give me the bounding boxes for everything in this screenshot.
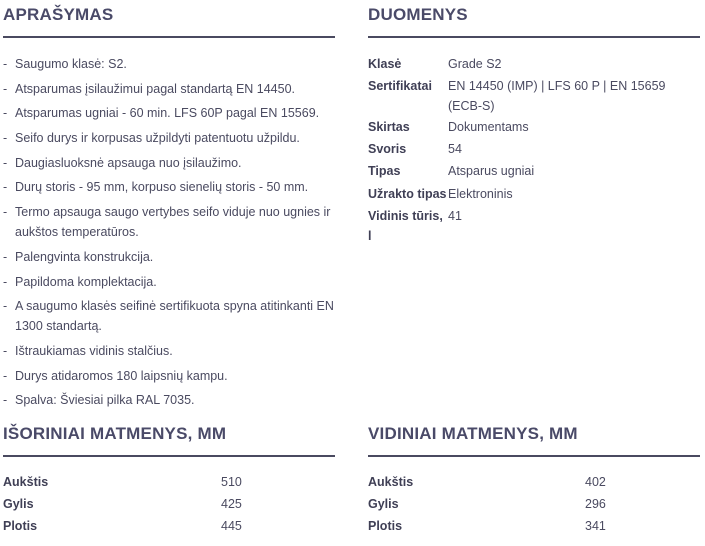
- spec-label: Klasė: [368, 57, 402, 71]
- list-item: - A saugumo klasės seifinė sertifikuota spyna atitinkanti EN 1300 standartą.: [3, 296, 335, 336]
- spec-value: Atsparus ugniai: [448, 164, 535, 178]
- description-divider: [3, 36, 335, 38]
- specs-heading: DUOMENYS: [368, 5, 468, 24]
- list-item: - Palengvinta konstrukcija.: [3, 247, 335, 267]
- spec-label: Skirtas: [368, 120, 410, 134]
- spec-value: Elektroninis: [448, 187, 513, 201]
- outer-dimensions-divider: [3, 455, 335, 457]
- specs-section: [368, 4, 700, 243]
- description-heading: APRAŠYMAS: [3, 5, 114, 24]
- spec-label: Užrakto tipas: [368, 187, 447, 201]
- outer-dimensions-heading: IŠORINIAI MATMENYS, MM: [3, 424, 227, 443]
- list-item: - Termo apsauga saugo vertybes seifo viduje nuo ugnies ir aukštos temperatūros.: [3, 202, 335, 242]
- list-item: - Daugiasluoksnė apsauga nuo įsilaužimo.: [3, 153, 335, 173]
- spec-label: Tipas: [368, 164, 401, 178]
- list-item: - Ištraukiamas vidinis stalčius.: [3, 341, 335, 361]
- inner-dimensions-section: [368, 423, 700, 533]
- spec-value: Dokumentams: [448, 120, 529, 134]
- spec-value: 41: [448, 209, 462, 223]
- spec-value: Grade S2: [448, 57, 502, 71]
- list-item: - Durys atidaromos 180 laipsnių kampu.: [3, 366, 335, 386]
- list-item: - Seifo durys ir korpusas užpildyti patentuotu užpildu.: [3, 128, 335, 148]
- dimension-value: 341: [585, 519, 606, 533]
- description-section: [3, 4, 335, 408]
- dimension-label: Aukštis: [368, 475, 414, 489]
- dimension-value: 510: [221, 475, 242, 489]
- spec-label: Vidinis tūris, l: [368, 209, 443, 243]
- description-list: [3, 54, 335, 415]
- inner-dimensions-heading: VIDINIAI MATMENYS, MM: [368, 424, 578, 443]
- list-item: - Spalva: Šviesiai pilka RAL 7035.: [3, 390, 335, 410]
- outer-dimensions-section: [3, 423, 335, 533]
- dimension-value: 402: [585, 475, 606, 489]
- dimension-label: Plotis: [3, 519, 38, 533]
- list-item: - Atsparumas ugniai - 60 min. LFS 60P pagal EN 15569.: [3, 103, 335, 123]
- spec-value: EN 14450 (IMP) | LFS 60 P | EN 15659 (ECB-S): [448, 79, 666, 113]
- dimension-label: Gylis: [368, 497, 399, 511]
- spec-label: Sertifikatai: [368, 79, 432, 93]
- specs-divider: [368, 36, 700, 38]
- list-item: - Durų storis - 95 mm, korpuso sienelių storis - 50 mm.: [3, 177, 335, 197]
- list-item: - Atsparumas įsilaužimui pagal standartą EN 14450.: [3, 79, 335, 99]
- inner-dimensions-divider: [368, 455, 700, 457]
- dimension-label: Gylis: [3, 497, 34, 511]
- dimension-value: 425: [221, 497, 242, 511]
- spec-label: Svoris: [368, 142, 407, 156]
- dimension-value: 296: [585, 497, 606, 511]
- list-item: - Papildoma komplektacija.: [3, 272, 335, 292]
- dimension-label: Plotis: [368, 519, 403, 533]
- list-item: - Saugumo klasė: S2.: [3, 54, 335, 74]
- dimension-value: 445: [221, 519, 242, 533]
- spec-value: 54: [448, 142, 462, 156]
- dimension-label: Aukštis: [3, 475, 49, 489]
